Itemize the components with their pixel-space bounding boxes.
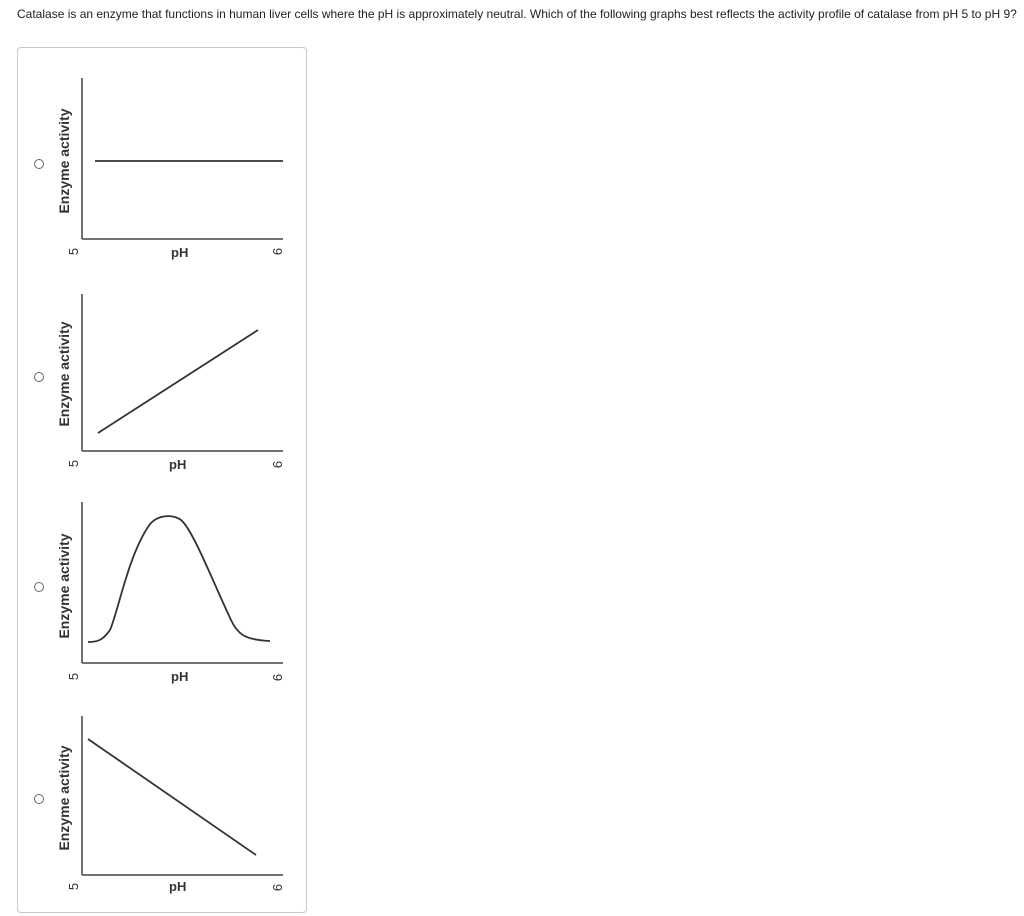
x-axis-label: pH [171, 669, 189, 684]
graph-flat [18, 48, 306, 260]
graph-decreasing [18, 684, 306, 896]
activity-curve [88, 516, 270, 642]
x-axis-label: pH [171, 245, 189, 260]
x-tick-max: 9 [270, 460, 286, 469]
graph-bell [18, 472, 306, 684]
answer-options [17, 47, 307, 913]
activity-curve [88, 739, 256, 855]
activity-curve [98, 330, 258, 433]
question-text: Catalase is an enzyme that functions in human liver cells where the pH is approximately neutral. Which of the following graphs best reflects the activity profile of catalase from pH 5 to pH 9? [17, 7, 1017, 21]
option-b[interactable] [18, 260, 306, 472]
x-tick-max: 9 [270, 673, 286, 682]
y-axis-label: Enzyme activity [56, 533, 72, 639]
option-d[interactable] [18, 684, 306, 896]
x-tick-min: 5 [66, 459, 82, 468]
option-c[interactable] [18, 472, 306, 684]
x-tick-min: 5 [66, 672, 82, 681]
x-tick-max: 9 [270, 883, 286, 892]
y-axis-label: Enzyme activity [56, 321, 72, 427]
x-tick-min: 5 [66, 247, 82, 256]
option-a[interactable] [18, 48, 306, 260]
x-tick-max: 9 [270, 247, 286, 256]
y-axis-label: Enzyme activity [56, 108, 72, 214]
x-axis-label: pH [169, 457, 187, 472]
x-axis-label: pH [169, 879, 187, 894]
x-tick-min: 5 [66, 882, 82, 891]
graph-increasing [18, 260, 306, 472]
y-axis-label: Enzyme activity [56, 745, 72, 851]
